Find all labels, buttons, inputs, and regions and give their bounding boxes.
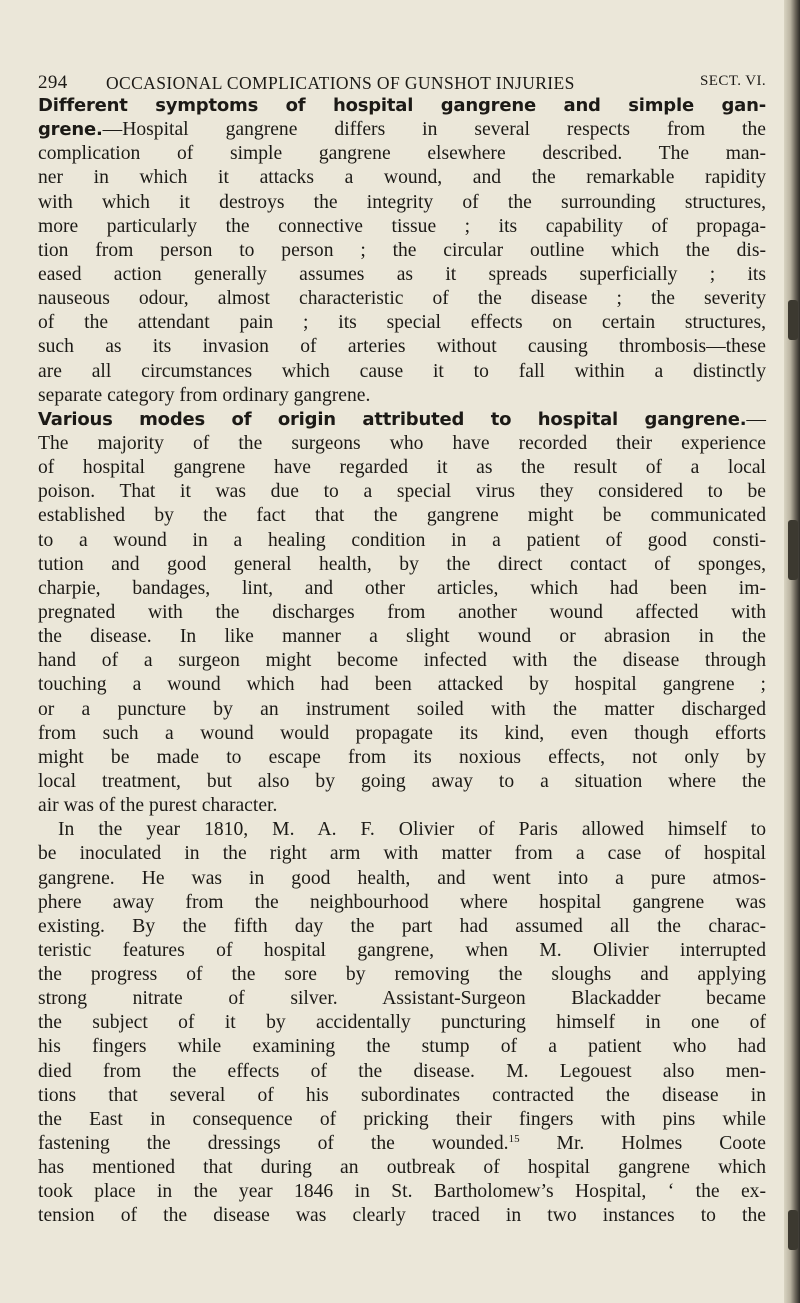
text-line bbox=[38, 529, 766, 553]
line-text: separate category from ordinary gangrene. bbox=[38, 384, 371, 406]
text-line bbox=[38, 94, 766, 118]
line-text: hand of a surgeon might become infected with the disease through bbox=[38, 650, 766, 672]
text-line bbox=[38, 263, 766, 287]
text-line bbox=[38, 842, 766, 866]
text-line bbox=[38, 432, 766, 456]
line-text: his fingers while examining the stump of a patient who had bbox=[38, 1036, 766, 1058]
line-text: strong nitrate of silver. Assistant-Surgeon Blackadder became bbox=[38, 988, 766, 1010]
text-line bbox=[38, 384, 766, 408]
edge-mark bbox=[788, 1210, 798, 1250]
text-line bbox=[38, 987, 766, 1011]
text-line bbox=[38, 915, 766, 939]
text-line bbox=[38, 601, 766, 625]
text-line bbox=[38, 867, 766, 891]
page-number: 294 bbox=[38, 72, 68, 93]
line-text: complication of simple gangrene elsewhere described. The man- bbox=[38, 143, 766, 165]
text-line bbox=[38, 698, 766, 722]
line-text: such as its invasion of arteries without causing thrombosis—these bbox=[38, 336, 766, 358]
page-edge-shadow bbox=[784, 0, 800, 1303]
line-text: — bbox=[746, 408, 766, 430]
text-line bbox=[38, 649, 766, 673]
text-line bbox=[38, 215, 766, 239]
text-line bbox=[38, 335, 766, 359]
text-line bbox=[38, 673, 766, 697]
line-text: tution and good general health, by the direct contact of sponges, bbox=[38, 553, 766, 575]
line-text: has mentioned that during an outbreak of hospital gangrene which bbox=[38, 1157, 766, 1179]
section-heading: Various modes of origin attributed to hospital gangrene. bbox=[38, 408, 747, 430]
running-title: OCCASIONAL COMPLICATIONS OF GUNSHOT INJURIES bbox=[106, 73, 575, 93]
line-text: Mr. Holmes Coote bbox=[519, 1133, 767, 1155]
text-line bbox=[38, 794, 766, 818]
section-heading: grene. bbox=[38, 119, 103, 141]
line-text: tion from person to person ; the circular outline which the dis- bbox=[38, 239, 766, 261]
line-text: ner in which it attacks a wound, and the remarkable rapidity bbox=[38, 167, 766, 189]
line-text: In the year 1810, M. A. F. Olivier of Paris allowed himself to bbox=[58, 819, 766, 841]
text-line bbox=[38, 625, 766, 649]
text-line bbox=[38, 1011, 766, 1035]
line-text: might be made to escape from its noxious effects, not only by bbox=[38, 746, 766, 768]
edge-mark bbox=[788, 300, 798, 340]
line-text: existing. By the fifth day the part had assumed all the charac- bbox=[38, 915, 766, 937]
line-text: pregnated with the discharges from another wound affected with bbox=[38, 601, 766, 623]
line-text: air was of the purest character. bbox=[38, 795, 278, 817]
line-text: touching a wound which had been attacked by hospital gangrene ; bbox=[38, 674, 766, 696]
line-text: phere away from the neighbourhood where hospital gangrene was bbox=[38, 891, 766, 913]
line-text: The majority of the surgeons who have recorded their experience bbox=[38, 432, 766, 454]
text-line bbox=[38, 480, 766, 504]
edge-mark bbox=[788, 520, 798, 580]
line-text: the progress of the sore by removing the sloughs and applying bbox=[38, 964, 766, 986]
line-text: are all circumstances which cause it to fall within a distinctly bbox=[38, 360, 766, 382]
line-text: or a puncture by an instrument soiled with the matter discharged bbox=[38, 698, 766, 720]
text-line bbox=[38, 239, 766, 263]
line-text: to a wound in a healing condition in a patient of good consti- bbox=[38, 529, 766, 551]
text-line bbox=[38, 118, 766, 142]
section-label: SECT. VI. bbox=[700, 73, 766, 89]
line-text: poison. That it was due to a special virus they considered to be bbox=[38, 481, 766, 503]
text-line bbox=[38, 963, 766, 987]
line-text: teristic features of hospital gangrene, when M. Olivier interrupted bbox=[38, 939, 766, 961]
text-line bbox=[38, 311, 766, 335]
text-line bbox=[38, 504, 766, 528]
text-line bbox=[38, 456, 766, 480]
line-text: charpie, bandages, lint, and other articles, which had been im- bbox=[38, 577, 766, 599]
text-line bbox=[38, 746, 766, 770]
text-line bbox=[38, 1084, 766, 1108]
line-text: the East in consequence of pricking their fingers with pins while bbox=[38, 1108, 766, 1130]
line-text: local treatment, but also by going away to a situation where the bbox=[38, 770, 766, 792]
line-text: more particularly the connective tissue ; its capability of propaga- bbox=[38, 215, 766, 237]
text-line bbox=[38, 891, 766, 915]
text-line bbox=[38, 1108, 766, 1132]
line-text: eased action generally assumes as it spreads superficially ; its bbox=[38, 263, 766, 285]
text-line bbox=[38, 287, 766, 311]
text-line bbox=[38, 818, 766, 842]
line-text: died from the effects of the disease. M. Legouest also men- bbox=[38, 1060, 766, 1082]
line-text: —Hospital gangrene differs in several respects from the bbox=[102, 119, 766, 141]
line-text: of the attendant pain ; its special effects on certain structures, bbox=[38, 312, 766, 334]
text-line bbox=[38, 577, 766, 601]
line-text: fastening the dressings of the wounded. bbox=[38, 1133, 509, 1155]
line-text: nauseous odour, almost characteristic of the disease ; the severity bbox=[38, 288, 766, 310]
line-text: tension of the disease was clearly traced in two instances to the bbox=[38, 1205, 766, 1227]
body-text bbox=[38, 94, 766, 1229]
line-text: took place in the year 1846 in St. Bartholomew’s Hospital, ‘ the ex- bbox=[38, 1181, 766, 1203]
text-line bbox=[38, 553, 766, 577]
line-text: gangrene. He was in good health, and went into a pure atmos- bbox=[38, 867, 766, 889]
line-text: the subject of it by accidentally puncturing himself in one of bbox=[38, 1012, 766, 1034]
text-line bbox=[38, 142, 766, 166]
text-line bbox=[38, 1180, 766, 1204]
text-line bbox=[38, 1035, 766, 1059]
text-line bbox=[38, 1132, 766, 1156]
line-text: of hospital gangrene have regarded it as the result of a local bbox=[38, 457, 766, 479]
text-line bbox=[38, 1060, 766, 1084]
text-line bbox=[38, 1156, 766, 1180]
text-line bbox=[38, 1204, 766, 1228]
text-line bbox=[38, 191, 766, 215]
text-line bbox=[38, 939, 766, 963]
line-text: the disease. In like manner a slight wound or abrasion in the bbox=[38, 626, 766, 648]
line-text: be inoculated in the right arm with matter from a case of hospital bbox=[38, 843, 766, 865]
text-line bbox=[38, 722, 766, 746]
line-text: from such a wound would propagate its kind, even though efforts bbox=[38, 722, 766, 744]
section-heading: Different symptoms of hospital gangrene and simple gan- bbox=[38, 95, 766, 116]
footnote-reference: 15 bbox=[508, 1133, 520, 1146]
line-text: established by the fact that the gangrene might be communicated bbox=[38, 505, 766, 527]
text-line bbox=[38, 770, 766, 794]
line-text: tions that several of his subordinates contracted the disease in bbox=[38, 1084, 766, 1106]
text-line bbox=[38, 166, 766, 190]
text-line bbox=[38, 360, 766, 384]
text-line bbox=[38, 408, 766, 432]
line-text: with which it destroys the integrity of the surrounding structures, bbox=[38, 191, 766, 213]
